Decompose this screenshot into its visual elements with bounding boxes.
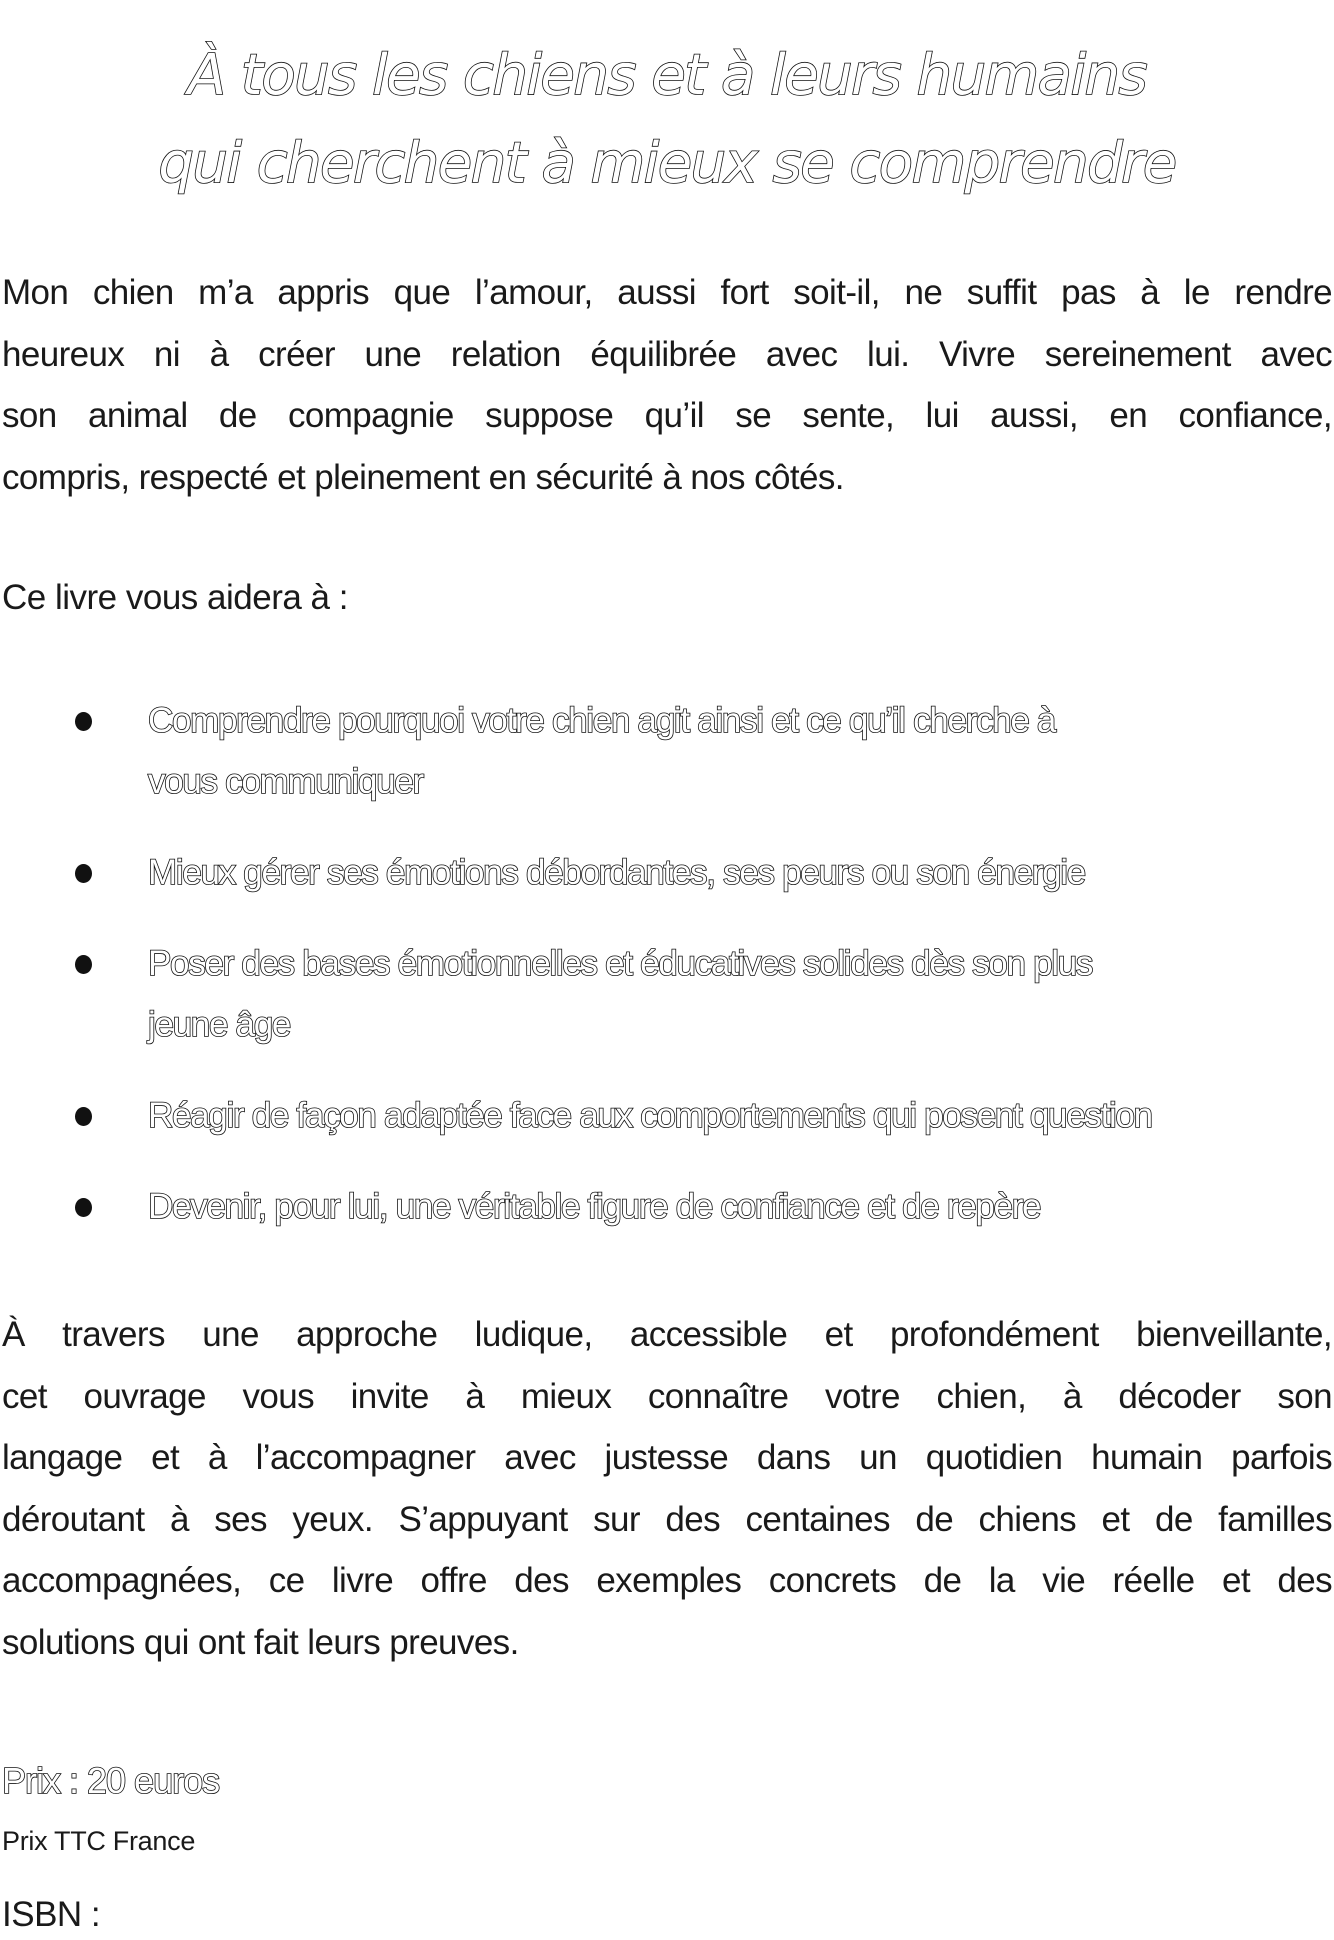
benefits-list: [0, 690, 1334, 1267]
back-cover-title: [0, 38, 1334, 208]
paragraph-line: son animal de compagnie suppose qu’il se sente, lui aussi, en confiance,: [2, 396, 1332, 435]
paragraph-line: compris, respecté et pleinement en sécurité à nos côtés.: [2, 457, 844, 497]
paragraph-line: À travers une approche ludique, accessible et profondément bienveillante,: [2, 1315, 1332, 1354]
bullet-icon: [75, 955, 92, 974]
paragraph-line: cet ouvrage vous invite à mieux connaître votre chien, à décoder son: [2, 1376, 1332, 1416]
list-intro: Ce livre vous aidera à :: [2, 578, 348, 617]
isbn-label: ISBN :: [2, 1895, 101, 1934]
list-item-line: jeune âge: [148, 1005, 291, 1044]
list-item-line: Mieux gérer ses émotions débordantes, ses peurs ou son énergie: [148, 853, 1085, 892]
list-item-line: vous communiquer: [148, 762, 423, 801]
bullet-icon: [75, 1198, 92, 1217]
list-item: [0, 1176, 1334, 1237]
price-label: Prix : 20 euros: [2, 1760, 220, 1801]
paragraph-line: solutions qui ont fait leurs preuves.: [2, 1622, 519, 1662]
list-item-line: Comprendre pourquoi votre chien agit ainsi et ce qu’il cherche à: [148, 701, 1056, 740]
paragraph-line: langage et à l’accompagner avec justesse dans un quotidien humain parfois: [2, 1438, 1332, 1477]
bullet-icon: [75, 712, 92, 731]
title-line-2: qui cherchent à mieux se comprendre: [158, 130, 1176, 196]
list-item-line: Poser des bases émotionnelles et éducatives solides dès son plus: [148, 944, 1093, 983]
price-note: Prix TTC France: [2, 1826, 196, 1856]
intro-paragraph: [2, 262, 1332, 508]
list-item: [0, 842, 1334, 903]
title-line-1: À tous les chiens et à leurs humains: [187, 42, 1147, 108]
list-item: [0, 933, 1334, 1055]
bullet-icon: [75, 864, 92, 883]
paragraph-line: déroutant à ses yeux. S’appuyant sur des centaines de chiens et de familles: [2, 1499, 1332, 1539]
list-item-line: Devenir, pour lui, une véritable figure de confiance et de repère: [148, 1187, 1041, 1226]
paragraph-line: heureux ni à créer une relation équilibrée avec lui. Vivre sereinement avec: [2, 334, 1332, 374]
list-item: [0, 690, 1334, 812]
paragraph-line: Mon chien m’a appris que l’amour, aussi fort soit-il, ne suffit pas à le rendre: [2, 273, 1332, 312]
list-item-line: Réagir de façon adaptée face aux comportements qui posent question: [148, 1096, 1152, 1135]
list-item: [0, 1085, 1334, 1146]
description-paragraph: [2, 1304, 1332, 1673]
paragraph-line: accompagnées, ce livre offre des exemples concrets de la vie réelle et des: [2, 1561, 1332, 1600]
bullet-icon: [75, 1107, 92, 1126]
